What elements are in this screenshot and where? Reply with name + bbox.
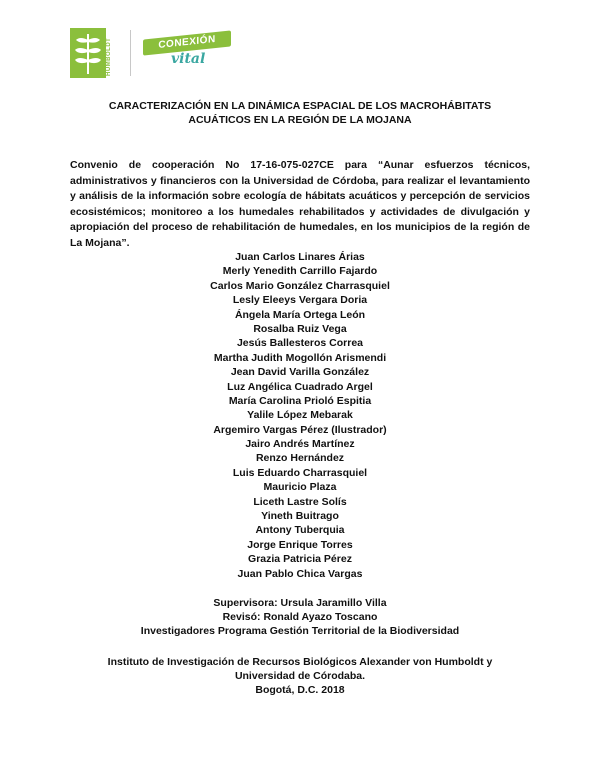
author-name: Luis Eduardo Charrasquiel: [232, 466, 368, 479]
reviewer-line: Revisó: Ronald Ayazo Toscano: [222, 611, 378, 623]
author-name: Juan Pablo Chica Vargas: [237, 567, 363, 580]
author-name: Mauricio Plaza: [263, 481, 337, 494]
place-date: Bogotá, D.C. 2018: [255, 684, 345, 696]
author-name: Yineth Buitrago: [261, 510, 339, 523]
humboldt-leaf-icon: [70, 28, 106, 78]
author-name: Martha Judith Mogollón Arismendi: [213, 351, 387, 364]
humboldt-logo: [70, 28, 120, 78]
humboldt-logo-text: HUMBOLDT: [106, 37, 112, 76]
document-title: [70, 99, 530, 127]
author-name: Luz Angélica Cuadrado Argel: [227, 380, 373, 393]
supervisor-line: Supervisora: Ursula Jaramillo Villa: [213, 597, 387, 609]
author-name: Jean David Varilla González: [230, 366, 370, 379]
author-name: Lesly Eleeys Vergara Doria: [232, 294, 368, 307]
title-line-1: CARACTERIZACIÓN EN LA DINÁMICA ESPACIAL DE LOS MACROHÁBITATS: [108, 100, 492, 112]
agreement-paragraph: Convenio de cooperación No 17-16-075-027CE para “Aunar esfuerzos técnicos, administrativos y financieros con la Universidad de Córdoba, para realizar el levantamiento y análisis de la información sobre ecología de hábitats acuáticos y percepción de servicios ecosistémicos; monitoreo a los humedales rehabilitados y actividades de divulgación y apropiación del proceso de rehabilitación de humedales, en los municipios de la región de La Mojana”.: [70, 159, 530, 249]
conexion-logo-title: CONEXIÓN: [143, 30, 231, 55]
researchers-line: Investigadores Programa Gestión Territorial de la Biodiversidad: [140, 625, 460, 637]
author-name: Rosalba Ruiz Vega: [253, 322, 347, 335]
conexion-vital-logo: [141, 31, 233, 75]
author-list: [70, 250, 530, 581]
institution-block: [70, 655, 530, 697]
conexion-logo-sub: vital: [171, 51, 206, 67]
author-name: Argemiro Vargas Pérez (Ilustrador): [213, 423, 387, 436]
header-logos: [70, 28, 233, 78]
title-line-2: ACUÁTICOS EN LA REGIÓN DE LA MOJANA: [188, 114, 412, 126]
author-name: Liceth Lastre Solís: [253, 495, 347, 508]
author-name: Antony Tuberquia: [255, 524, 345, 537]
author-name: Merly Yenedith Carrillo Fajardo: [222, 265, 378, 278]
credits-block: [70, 596, 530, 638]
author-name: Jorge Enrique Torres: [247, 538, 353, 551]
author-name: Grazia Patricia Pérez: [248, 553, 352, 566]
author-name: María Carolina Prioló Espitia: [228, 394, 372, 407]
author-name: Carlos Mario González Charrasquiel: [210, 279, 390, 292]
logo-divider: [130, 30, 131, 76]
institution-line-2: Universidad de Córodaba.: [234, 670, 366, 682]
author-name: Yalile López Mebarak: [247, 409, 353, 422]
institution-line-1: Instituto de Investigación de Recursos Biológicos Alexander von Humboldt y: [107, 656, 493, 668]
author-name: Juan Carlos Linares Árias: [235, 251, 365, 263]
author-name: Jairo Andrés Martínez: [245, 438, 355, 451]
author-name: Jesús Ballesteros Correa: [236, 337, 364, 350]
author-name: Ángela María Ortega León: [234, 308, 366, 321]
author-name: Renzo Hernández: [255, 452, 345, 465]
